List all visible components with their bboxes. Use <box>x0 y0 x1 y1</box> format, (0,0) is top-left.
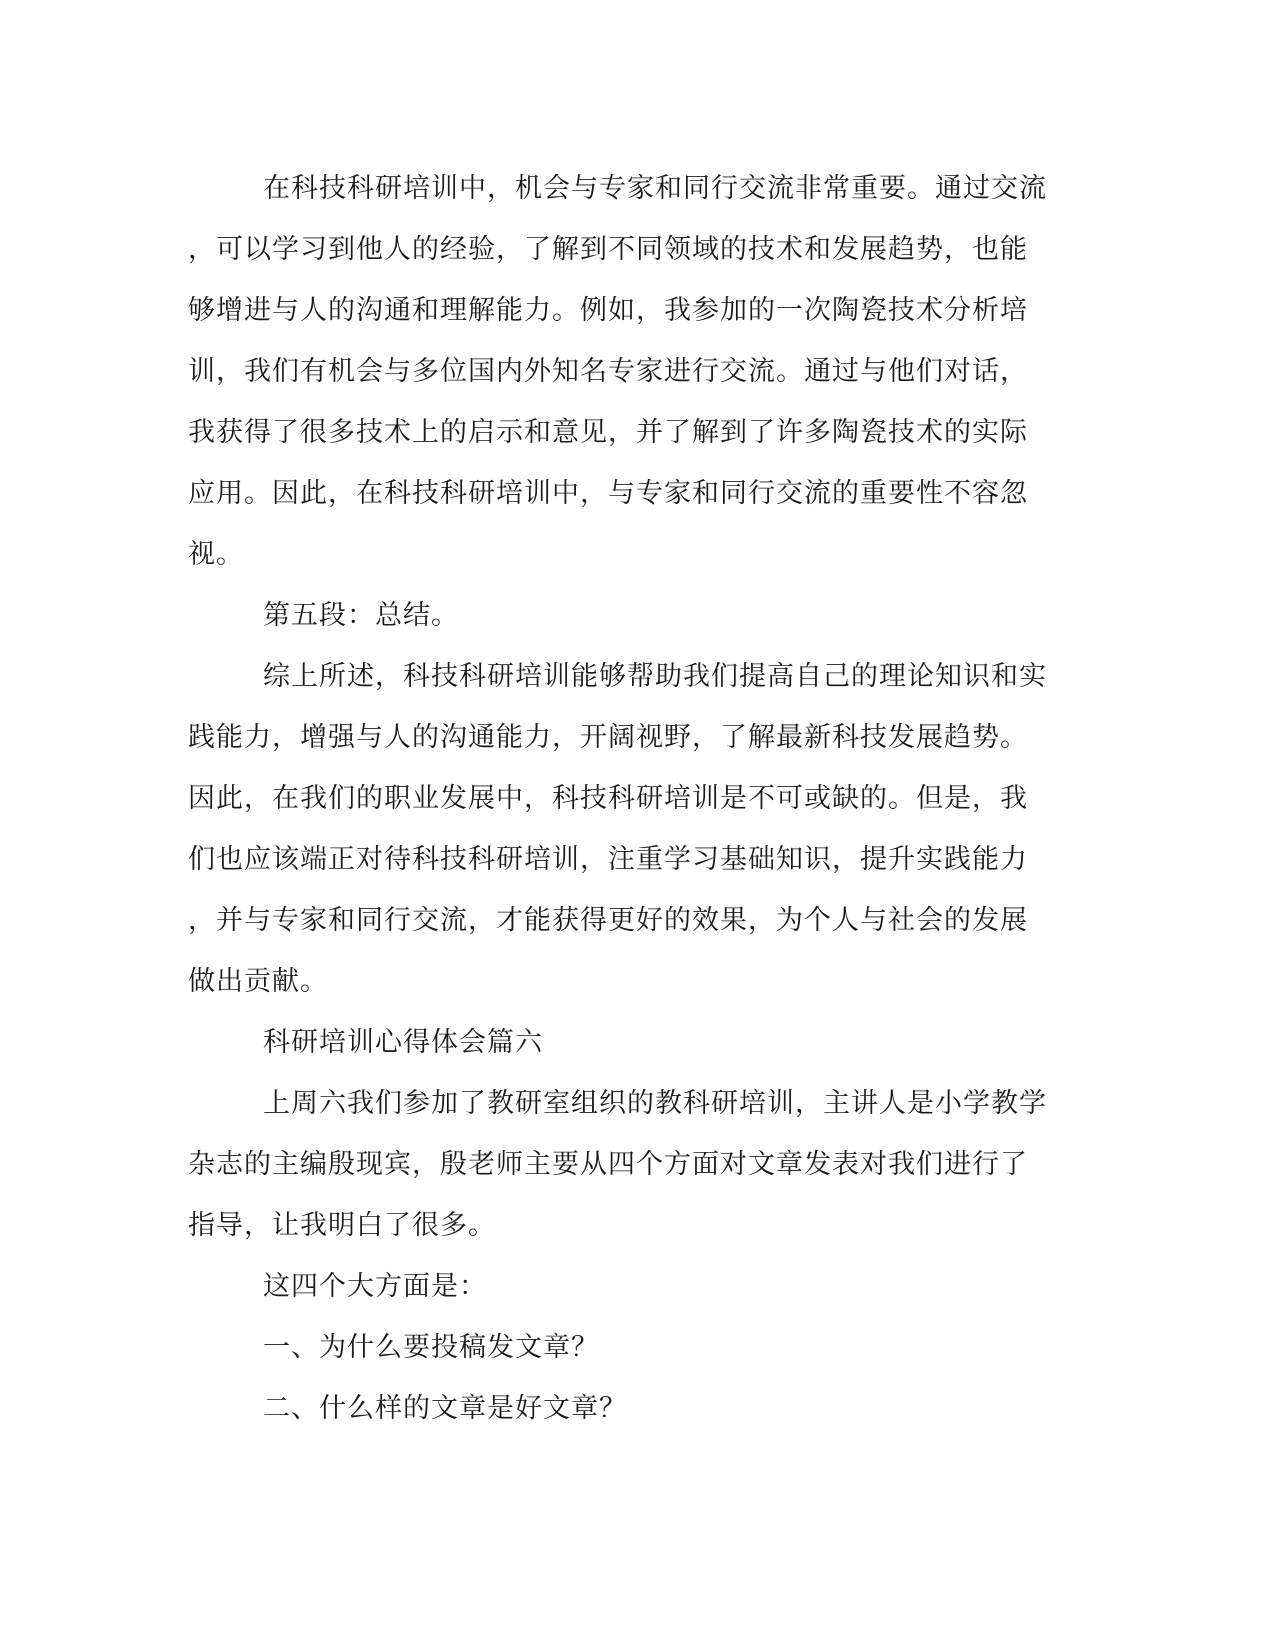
text-line: 应用。因此，在科技科研培训中，与专家和同行交流的重要性不容忽 <box>188 478 1028 509</box>
text-line: 这四个大方面是： <box>263 1271 487 1302</box>
text-line: ，可以学习到他人的经验，了解到不同领域的技术和发展趋势，也能 <box>188 234 1028 265</box>
text-line: 上周六我们参加了教研室组织的教科研培训，主讲人是小学教学 <box>263 1088 1047 1119</box>
text-line: 二、什么样的文章是好文章？ <box>263 1393 627 1424</box>
text-line: ，并与专家和同行交流，才能获得更好的效果，为个人与社会的发展 <box>188 905 1028 936</box>
text-line: 指导，让我明白了很多。 <box>188 1210 496 1241</box>
text-line: 第五段：总结。 <box>263 600 459 631</box>
text-line: 够增进与人的沟通和理解能力。例如，我参加的一次陶瓷技术分析培 <box>188 295 1028 326</box>
text-line: 践能力，增强与人的沟通能力，开阔视野，了解最新科技发展趋势。 <box>188 722 1028 753</box>
text-line: 科研培训心得体会篇六 <box>263 1027 543 1058</box>
text-line: 因此，在我们的职业发展中，科技科研培训是不可或缺的。但是，我 <box>188 783 1028 814</box>
text-line: 做出贡献。 <box>188 966 328 997</box>
text-line: 杂志的主编殷现宾，殷老师主要从四个方面对文章发表对我们进行了 <box>188 1149 1028 1180</box>
text-line: 视。 <box>188 539 244 570</box>
text-line: 们也应该端正对待科技科研培训，注重学习基础知识，提升实践能力 <box>188 844 1028 875</box>
text-line: 训，我们有机会与多位国内外知名专家进行交流。通过与他们对话， <box>188 356 1028 387</box>
text-line: 在科技科研培训中，机会与专家和同行交流非常重要。通过交流 <box>263 173 1047 204</box>
text-line: 一、为什么要投稿发文章？ <box>263 1332 599 1363</box>
text-line: 我获得了很多技术上的启示和意见，并了解到了许多陶瓷技术的实际 <box>188 417 1028 448</box>
text-line: 综上所述，科技科研培训能够帮助我们提高自己的理论知识和实 <box>263 661 1047 692</box>
document-body <box>188 158 1088 1439</box>
